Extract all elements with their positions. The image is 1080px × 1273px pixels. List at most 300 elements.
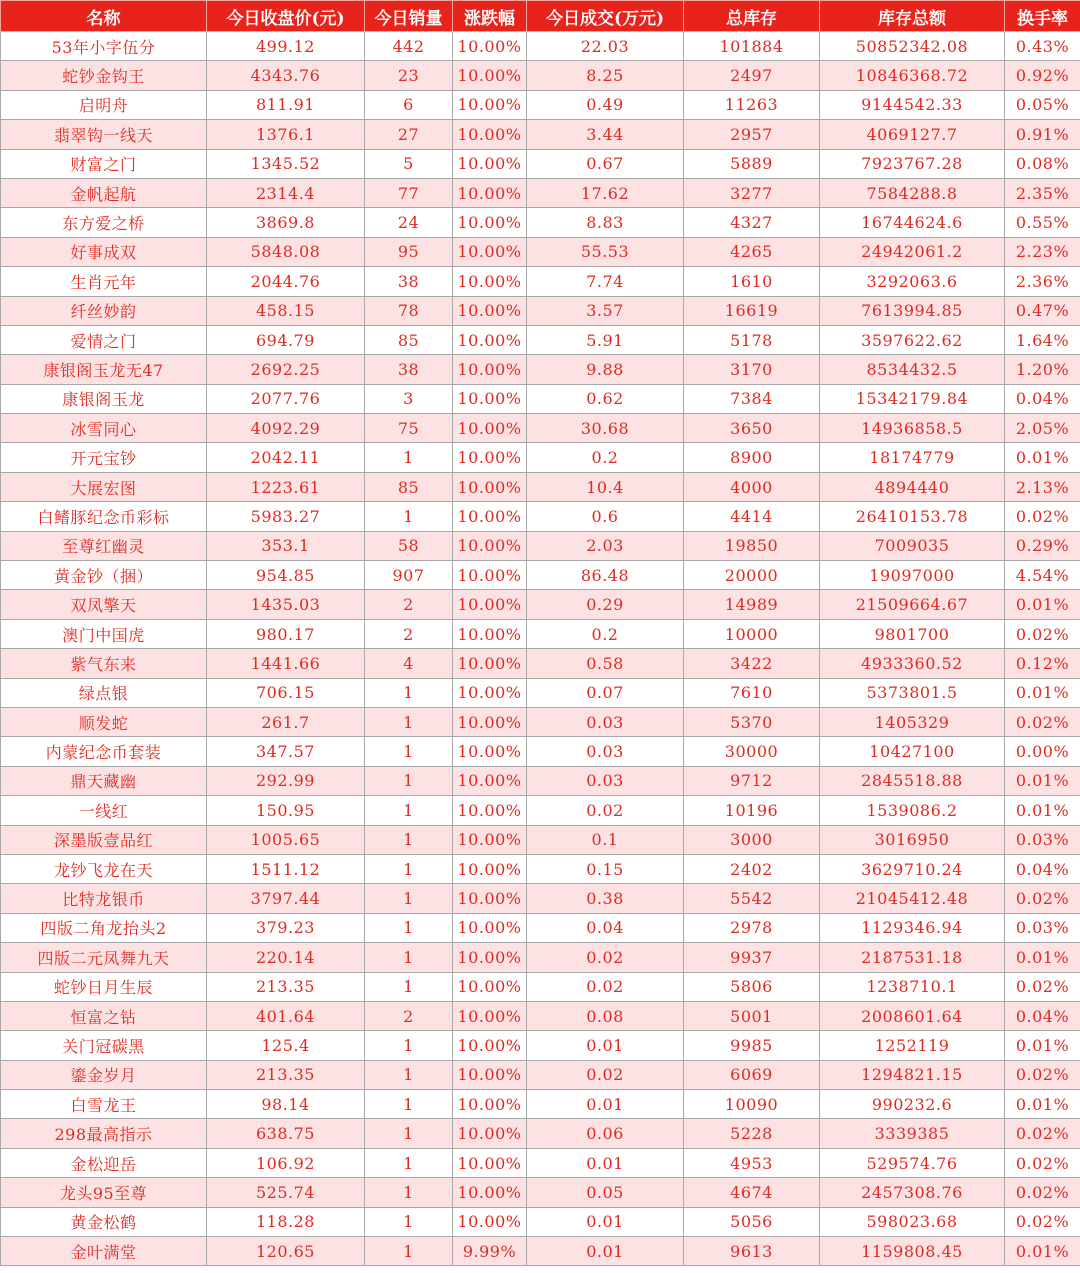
cell-close-price: 1511.12	[207, 854, 365, 883]
cell-change: 10.00%	[453, 737, 527, 766]
cell-change: 10.00%	[453, 120, 527, 149]
cell-total-stock: 4327	[684, 208, 820, 237]
table-row	[1, 913, 1080, 942]
table-row	[1, 1148, 1080, 1177]
table-row	[1, 90, 1080, 119]
cell-stock-value: 2008601.64	[820, 1001, 1005, 1030]
cell-close-price: 347.57	[207, 737, 365, 766]
cell-stock-value: 19097000	[820, 561, 1005, 590]
cell-stock-value: 21509664.67	[820, 590, 1005, 619]
cell-change: 10.00%	[453, 149, 527, 178]
cell-total-stock: 9613	[684, 1237, 820, 1266]
cell-stock-value: 9801700	[820, 619, 1005, 648]
cell-turnover-rate: 0.08%	[1005, 149, 1080, 178]
cell-volume: 85	[365, 325, 453, 354]
cell-volume: 27	[365, 120, 453, 149]
cell-turnover-rate: 0.01%	[1005, 796, 1080, 825]
cell-turnover-rate: 0.00%	[1005, 737, 1080, 766]
cell-name: 东方爱之桥	[1, 208, 207, 237]
cell-change: 10.00%	[453, 825, 527, 854]
cell-turnover: 0.06	[527, 1119, 684, 1148]
cell-stock-value: 14936858.5	[820, 414, 1005, 443]
cell-change: 10.00%	[453, 502, 527, 531]
cell-name: 大展宏图	[1, 472, 207, 501]
cell-name: 爱情之门	[1, 325, 207, 354]
cell-total-stock: 3170	[684, 355, 820, 384]
cell-total-stock: 5806	[684, 972, 820, 1001]
cell-volume: 75	[365, 414, 453, 443]
cell-volume: 1	[365, 1119, 453, 1148]
column-header-turnover-rate: 换手率	[1005, 1, 1080, 32]
cell-change: 10.00%	[453, 472, 527, 501]
table-row	[1, 1001, 1080, 1030]
cell-volume: 1	[365, 1090, 453, 1119]
cell-change: 10.00%	[453, 178, 527, 207]
cell-stock-value: 1159808.45	[820, 1237, 1005, 1266]
cell-stock-value: 10846368.72	[820, 61, 1005, 90]
cell-stock-value: 529574.76	[820, 1148, 1005, 1177]
table-row	[1, 325, 1080, 354]
cell-volume: 4	[365, 649, 453, 678]
cell-turnover-rate: 0.02%	[1005, 1119, 1080, 1148]
cell-close-price: 220.14	[207, 943, 365, 972]
cell-volume: 38	[365, 267, 453, 296]
cell-change: 10.00%	[453, 649, 527, 678]
cell-total-stock: 1610	[684, 267, 820, 296]
cell-turnover-rate: 2.13%	[1005, 472, 1080, 501]
cell-turnover: 10.4	[527, 472, 684, 501]
cell-change: 10.00%	[453, 1207, 527, 1236]
cell-close-price: 458.15	[207, 296, 365, 325]
cell-turnover: 0.15	[527, 854, 684, 883]
cell-close-price: 5848.08	[207, 237, 365, 266]
cell-name: 绿点银	[1, 678, 207, 707]
cell-name: 金叶满堂	[1, 1237, 207, 1266]
cell-volume: 1	[365, 1207, 453, 1236]
cell-total-stock: 4265	[684, 237, 820, 266]
cell-stock-value: 3629710.24	[820, 854, 1005, 883]
cell-total-stock: 2402	[684, 854, 820, 883]
cell-total-stock: 3650	[684, 414, 820, 443]
cell-turnover: 0.01	[527, 1148, 684, 1177]
cell-total-stock: 4414	[684, 502, 820, 531]
cell-change: 10.00%	[453, 325, 527, 354]
cell-close-price: 150.95	[207, 796, 365, 825]
cell-turnover: 0.02	[527, 972, 684, 1001]
cell-stock-value: 1252119	[820, 1031, 1005, 1060]
cell-change: 10.00%	[453, 384, 527, 413]
cell-change: 10.00%	[453, 414, 527, 443]
table-row	[1, 766, 1080, 795]
cell-total-stock: 14989	[684, 590, 820, 619]
cell-change: 10.00%	[453, 972, 527, 1001]
cell-volume: 24	[365, 208, 453, 237]
cell-total-stock: 4953	[684, 1148, 820, 1177]
cell-volume: 2	[365, 590, 453, 619]
cell-volume: 907	[365, 561, 453, 590]
table-row	[1, 32, 1080, 61]
cell-turnover-rate: 0.02%	[1005, 972, 1080, 1001]
cell-volume: 1	[365, 913, 453, 942]
table-row	[1, 472, 1080, 501]
cell-stock-value: 24942061.2	[820, 237, 1005, 266]
cell-turnover-rate: 0.12%	[1005, 649, 1080, 678]
cell-turnover: 0.38	[527, 884, 684, 913]
table-header	[1, 1, 1080, 32]
cell-turnover: 5.91	[527, 325, 684, 354]
cell-turnover: 0.62	[527, 384, 684, 413]
cell-change: 10.00%	[453, 619, 527, 648]
cell-name: 恒富之钻	[1, 1001, 207, 1030]
table-row	[1, 267, 1080, 296]
cell-total-stock: 2957	[684, 120, 820, 149]
cell-turnover: 0.58	[527, 649, 684, 678]
cell-name: 财富之门	[1, 149, 207, 178]
cell-close-price: 353.1	[207, 531, 365, 560]
cell-volume: 1	[365, 854, 453, 883]
cell-change: 10.00%	[453, 208, 527, 237]
cell-turnover-rate: 0.01%	[1005, 766, 1080, 795]
cell-name: 双凤擎天	[1, 590, 207, 619]
cell-volume: 442	[365, 32, 453, 61]
cell-turnover-rate: 0.02%	[1005, 1207, 1080, 1236]
table-row	[1, 972, 1080, 1001]
cell-change: 10.00%	[453, 913, 527, 942]
table-row	[1, 208, 1080, 237]
cell-stock-value: 9144542.33	[820, 90, 1005, 119]
cell-total-stock: 5370	[684, 707, 820, 736]
cell-turnover-rate: 0.02%	[1005, 884, 1080, 913]
cell-turnover-rate: 2.36%	[1005, 267, 1080, 296]
cell-stock-value: 990232.6	[820, 1090, 1005, 1119]
cell-turnover-rate: 0.04%	[1005, 384, 1080, 413]
cell-volume: 1	[365, 1237, 453, 1266]
cell-close-price: 1005.65	[207, 825, 365, 854]
table-row	[1, 384, 1080, 413]
cell-volume: 1	[365, 796, 453, 825]
table-row	[1, 443, 1080, 472]
cell-name: 康银阁玉龙无47	[1, 355, 207, 384]
cell-turnover: 22.03	[527, 32, 684, 61]
cell-total-stock: 4000	[684, 472, 820, 501]
cell-change: 10.00%	[453, 61, 527, 90]
table-row	[1, 1237, 1080, 1266]
cell-total-stock: 5542	[684, 884, 820, 913]
cell-close-price: 3869.8	[207, 208, 365, 237]
cell-total-stock: 7384	[684, 384, 820, 413]
cell-stock-value: 16744624.6	[820, 208, 1005, 237]
cell-turnover: 30.68	[527, 414, 684, 443]
cell-volume: 1	[365, 678, 453, 707]
table-row	[1, 178, 1080, 207]
cell-stock-value: 3016950	[820, 825, 1005, 854]
cell-close-price: 118.28	[207, 1207, 365, 1236]
cell-total-stock: 3277	[684, 178, 820, 207]
cell-total-stock: 101884	[684, 32, 820, 61]
cell-change: 10.00%	[453, 854, 527, 883]
cell-volume: 1	[365, 1031, 453, 1060]
cell-total-stock: 11263	[684, 90, 820, 119]
cell-volume: 1	[365, 884, 453, 913]
cell-stock-value: 3597622.62	[820, 325, 1005, 354]
cell-stock-value: 4069127.7	[820, 120, 1005, 149]
cell-close-price: 120.65	[207, 1237, 365, 1266]
cell-volume: 1	[365, 825, 453, 854]
cell-turnover-rate: 0.01%	[1005, 943, 1080, 972]
cell-stock-value: 7613994.85	[820, 296, 1005, 325]
cell-close-price: 499.12	[207, 32, 365, 61]
column-header-change: 涨跌幅	[453, 1, 527, 32]
cell-turnover: 0.03	[527, 707, 684, 736]
cell-turnover: 0.01	[527, 1090, 684, 1119]
cell-close-price: 1223.61	[207, 472, 365, 501]
cell-total-stock: 19850	[684, 531, 820, 560]
cell-stock-value: 10427100	[820, 737, 1005, 766]
cell-total-stock: 2497	[684, 61, 820, 90]
cell-turnover-rate: 0.01%	[1005, 1031, 1080, 1060]
cell-name: 53年小字伍分	[1, 32, 207, 61]
cell-turnover-rate: 0.47%	[1005, 296, 1080, 325]
cell-volume: 77	[365, 178, 453, 207]
table-row	[1, 237, 1080, 266]
cell-total-stock: 7610	[684, 678, 820, 707]
table-row	[1, 1090, 1080, 1119]
cell-close-price: 525.74	[207, 1178, 365, 1207]
cell-close-price: 3797.44	[207, 884, 365, 913]
cell-name: 白鳍豚纪念币彩标	[1, 502, 207, 531]
cell-name: 好事成双	[1, 237, 207, 266]
cell-turnover: 0.01	[527, 1237, 684, 1266]
cell-change: 10.00%	[453, 707, 527, 736]
cell-turnover-rate: 0.01%	[1005, 443, 1080, 472]
cell-turnover: 0.02	[527, 943, 684, 972]
cell-change: 10.00%	[453, 590, 527, 619]
cell-turnover: 17.62	[527, 178, 684, 207]
column-header-turnover: 今日成交(万元)	[527, 1, 684, 32]
cell-volume: 3	[365, 384, 453, 413]
cell-name: 蛇钞日月生辰	[1, 972, 207, 1001]
cell-total-stock: 20000	[684, 561, 820, 590]
column-header-total-stock: 总库存	[684, 1, 820, 32]
cell-total-stock: 9985	[684, 1031, 820, 1060]
cell-stock-value: 15342179.84	[820, 384, 1005, 413]
cell-volume: 2	[365, 619, 453, 648]
cell-close-price: 638.75	[207, 1119, 365, 1148]
cell-change: 10.00%	[453, 1001, 527, 1030]
cell-close-price: 4092.29	[207, 414, 365, 443]
cell-volume: 1	[365, 766, 453, 795]
cell-close-price: 2044.76	[207, 267, 365, 296]
cell-change: 10.00%	[453, 267, 527, 296]
cell-turnover: 0.02	[527, 1060, 684, 1089]
cell-volume: 1	[365, 943, 453, 972]
cell-turnover: 0.05	[527, 1178, 684, 1207]
table-row	[1, 1119, 1080, 1148]
cell-stock-value: 598023.68	[820, 1207, 1005, 1236]
cell-turnover-rate: 0.03%	[1005, 825, 1080, 854]
cell-turnover: 0.2	[527, 443, 684, 472]
cell-stock-value: 2457308.76	[820, 1178, 1005, 1207]
table-row	[1, 825, 1080, 854]
cell-turnover: 55.53	[527, 237, 684, 266]
cell-turnover: 9.88	[527, 355, 684, 384]
table-row	[1, 502, 1080, 531]
cell-total-stock: 3422	[684, 649, 820, 678]
cell-name: 顺发蛇	[1, 707, 207, 736]
cell-name: 鎏金岁月	[1, 1060, 207, 1089]
table-row	[1, 619, 1080, 648]
table-row	[1, 884, 1080, 913]
cell-volume: 1	[365, 972, 453, 1001]
cell-volume: 6	[365, 90, 453, 119]
cell-total-stock: 5001	[684, 1001, 820, 1030]
cell-turnover: 0.07	[527, 678, 684, 707]
cell-total-stock: 5056	[684, 1207, 820, 1236]
header-row	[1, 1, 1080, 32]
cell-close-price: 2314.4	[207, 178, 365, 207]
cell-close-price: 1441.66	[207, 649, 365, 678]
cell-turnover-rate: 0.43%	[1005, 32, 1080, 61]
cell-turnover: 0.08	[527, 1001, 684, 1030]
cell-total-stock: 9712	[684, 766, 820, 795]
cell-name: 至尊红幽灵	[1, 531, 207, 560]
cell-total-stock: 16619	[684, 296, 820, 325]
cell-turnover: 3.44	[527, 120, 684, 149]
cell-stock-value: 1405329	[820, 707, 1005, 736]
cell-total-stock: 5178	[684, 325, 820, 354]
cell-stock-value: 21045412.48	[820, 884, 1005, 913]
cell-total-stock: 8900	[684, 443, 820, 472]
cell-turnover-rate: 0.01%	[1005, 1090, 1080, 1119]
cell-volume: 23	[365, 61, 453, 90]
cell-name: 开元宝钞	[1, 443, 207, 472]
column-header-close-price: 今日收盘价(元)	[207, 1, 365, 32]
cell-name: 翡翠钩一线天	[1, 120, 207, 149]
cell-volume: 85	[365, 472, 453, 501]
cell-total-stock: 10000	[684, 619, 820, 648]
cell-close-price: 401.64	[207, 1001, 365, 1030]
cell-turnover: 7.74	[527, 267, 684, 296]
cell-turnover-rate: 0.04%	[1005, 854, 1080, 883]
cell-close-price: 98.14	[207, 1090, 365, 1119]
cell-name: 启明舟	[1, 90, 207, 119]
cell-stock-value: 26410153.78	[820, 502, 1005, 531]
table-row	[1, 678, 1080, 707]
cell-total-stock: 3000	[684, 825, 820, 854]
table-row	[1, 590, 1080, 619]
cell-turnover-rate: 0.03%	[1005, 913, 1080, 942]
cell-turnover: 8.25	[527, 61, 684, 90]
cell-total-stock: 2978	[684, 913, 820, 942]
cell-name: 纤丝妙韵	[1, 296, 207, 325]
cell-turnover-rate: 0.01%	[1005, 1237, 1080, 1266]
cell-name: 白雪龙王	[1, 1090, 207, 1119]
cell-volume: 1	[365, 737, 453, 766]
column-header-stock-value: 库存总额	[820, 1, 1005, 32]
cell-turnover: 0.03	[527, 766, 684, 795]
cell-turnover: 2.03	[527, 531, 684, 560]
table-row	[1, 1207, 1080, 1236]
cell-turnover: 0.2	[527, 619, 684, 648]
cell-close-price: 379.23	[207, 913, 365, 942]
cell-stock-value: 50852342.08	[820, 32, 1005, 61]
cell-turnover-rate: 0.02%	[1005, 1148, 1080, 1177]
cell-turnover: 0.6	[527, 502, 684, 531]
cell-name: 龙钞飞龙在天	[1, 854, 207, 883]
table-row	[1, 796, 1080, 825]
cell-name: 龙头95至尊	[1, 1178, 207, 1207]
cell-name: 一线红	[1, 796, 207, 825]
cell-total-stock: 30000	[684, 737, 820, 766]
cell-name: 澳门中国虎	[1, 619, 207, 648]
cell-turnover: 0.29	[527, 590, 684, 619]
cell-turnover: 86.48	[527, 561, 684, 590]
table-row	[1, 414, 1080, 443]
cell-name: 298最高指示	[1, 1119, 207, 1148]
cell-name: 金帆起航	[1, 178, 207, 207]
cell-turnover: 0.49	[527, 90, 684, 119]
cell-stock-value: 7009035	[820, 531, 1005, 560]
cell-change: 9.99%	[453, 1237, 527, 1266]
cell-turnover-rate: 0.02%	[1005, 1060, 1080, 1089]
table-row	[1, 120, 1080, 149]
cell-turnover-rate: 0.92%	[1005, 61, 1080, 90]
cell-change: 10.00%	[453, 237, 527, 266]
cell-turnover-rate: 0.02%	[1005, 502, 1080, 531]
cell-name: 蛇钞金钩王	[1, 61, 207, 90]
cell-turnover: 3.57	[527, 296, 684, 325]
cell-turnover: 0.04	[527, 913, 684, 942]
cell-total-stock: 10090	[684, 1090, 820, 1119]
cell-change: 10.00%	[453, 1178, 527, 1207]
cell-turnover-rate: 0.02%	[1005, 619, 1080, 648]
cell-stock-value: 1238710.1	[820, 972, 1005, 1001]
cell-turnover: 8.83	[527, 208, 684, 237]
cell-close-price: 213.35	[207, 972, 365, 1001]
cell-name: 四版二元凤舞九天	[1, 943, 207, 972]
table-row	[1, 531, 1080, 560]
cell-name: 内蒙纪念币套装	[1, 737, 207, 766]
cell-change: 10.00%	[453, 561, 527, 590]
cell-turnover-rate: 0.01%	[1005, 678, 1080, 707]
cell-change: 10.00%	[453, 355, 527, 384]
cell-change: 10.00%	[453, 1060, 527, 1089]
cell-close-price: 106.92	[207, 1148, 365, 1177]
cell-turnover-rate: 0.55%	[1005, 208, 1080, 237]
cell-turnover-rate: 2.23%	[1005, 237, 1080, 266]
cell-close-price: 954.85	[207, 561, 365, 590]
table-row	[1, 649, 1080, 678]
cell-change: 10.00%	[453, 884, 527, 913]
cell-name: 鼎天藏幽	[1, 766, 207, 795]
cell-volume: 1	[365, 1148, 453, 1177]
cell-total-stock: 5889	[684, 149, 820, 178]
table-body	[1, 32, 1080, 1266]
cell-change: 10.00%	[453, 531, 527, 560]
cell-turnover-rate: 0.02%	[1005, 707, 1080, 736]
cell-volume: 1	[365, 443, 453, 472]
cell-close-price: 2077.76	[207, 384, 365, 413]
table-row	[1, 355, 1080, 384]
cell-total-stock: 10196	[684, 796, 820, 825]
cell-volume: 1	[365, 502, 453, 531]
cell-close-price: 213.35	[207, 1060, 365, 1089]
cell-turnover: 0.02	[527, 796, 684, 825]
cell-turnover-rate: 4.54%	[1005, 561, 1080, 590]
cell-close-price: 4343.76	[207, 61, 365, 90]
cell-change: 10.00%	[453, 1119, 527, 1148]
cell-volume: 1	[365, 707, 453, 736]
